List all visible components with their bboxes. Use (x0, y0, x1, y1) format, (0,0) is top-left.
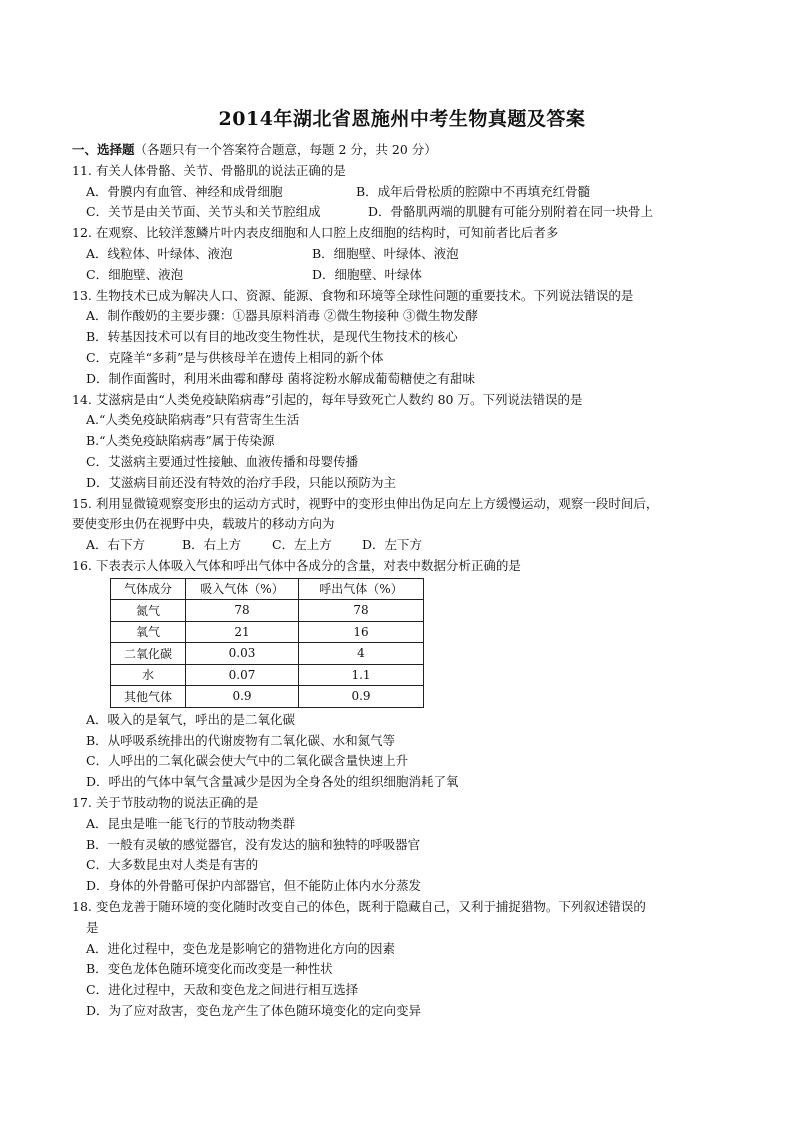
question-stem: 16. 下表表示人体吸入气体和呼出气体中各成分的含量，对表中数据分析正确的是 (72, 557, 521, 573)
section-note: （各题只有一个答案符合题意，每题 2 分，共 20 分） (134, 142, 437, 157)
question-12 (72, 223, 732, 285)
table-row (111, 664, 424, 686)
question-stem: 15. 利用显微镜观察变形虫的运动方式时，视野中的变形虫伸出伪足向左上方缓慢运动，观察一段时间后， (72, 495, 659, 511)
option-d: D．制作面酱时，利用米曲霉和酵母 菌将淀粉水解成葡萄糖使之有甜味 (86, 370, 475, 386)
option-a: A．进化过程中，变色龙是影响它的猎物进化方向的因素 (86, 940, 396, 956)
option-a: A．昆虫是唯一能飞行的节肢动物类群 (86, 815, 296, 831)
option-d: D．骨骼肌两端的肌腱有可能分别附着在同一块骨上 (368, 204, 654, 220)
option-d: D．身体的外骨骼可保护内部器官，但不能防止体内水分蒸发 (86, 878, 422, 894)
question-14 (72, 390, 732, 494)
exam-page (72, 104, 732, 1022)
option-d: D．细胞壁、叶绿体 (312, 266, 423, 282)
table-header-row (111, 578, 424, 600)
table-cell: 21 (186, 621, 299, 643)
table-header: 吸入气体（%） (186, 578, 299, 600)
option-b: B.“人类免疫缺陷病毒”属于传染源 (86, 433, 275, 449)
option-c: C．艾滋病主要通过性接触、血液传播和母婴传播 (86, 453, 359, 469)
section-header (72, 140, 732, 161)
option-c: C．细胞壁、液泡 (86, 266, 184, 282)
table-row (111, 643, 424, 665)
table-row (111, 686, 424, 708)
question-stem: 14. 艾滋病是由“人类免疫缺陷病毒”引起的，每年导致死亡人数约 80 万。下列说法错误的是 (72, 391, 583, 407)
option-d: D．为了应对敌害，变色龙产生了体色随环境变化的定向变异 (86, 1002, 422, 1018)
option-b: B．成年后骨松质的腔隙中不再填充红骨髓 (356, 183, 591, 199)
question-11 (72, 161, 732, 223)
option-c: C．克隆羊“多莉”是与供核母羊在遗传上相同的新个体 (86, 349, 384, 365)
table-header: 呼出气体（%） (299, 578, 424, 600)
table-cell: 4 (299, 643, 424, 665)
table-row (111, 600, 424, 622)
option-row (72, 535, 732, 556)
option-d: D．呼出的气体中氧气含量减少是因为全身各处的组织细胞消耗了氧 (86, 774, 459, 790)
table-row (111, 621, 424, 643)
option-d: D．左下方 (362, 537, 423, 553)
question-stem: 18. 变色龙善于随环境的变化随时改变自己的体色，既利于隐藏自己，又利于捕捉猎物。下列叙述错误的 (72, 898, 646, 914)
table-cell: 0.03 (186, 643, 299, 665)
question-13 (72, 286, 732, 390)
question-stem: 17. 关于节肢动物的说法正确的是 (72, 794, 259, 810)
table-cell: 78 (299, 600, 424, 622)
gas-table (110, 578, 424, 708)
question-17 (72, 793, 732, 897)
option-a: A．右下方 (86, 537, 146, 553)
option-a: A.“人类免疫缺陷病毒”只有营寄生生活 (86, 412, 300, 428)
question-stem-cont: 要使变形虫仍在视野中央，载玻片的移动方向为 (72, 516, 335, 532)
table-cell: 0.07 (186, 664, 299, 686)
section-label: 一、选择题 (72, 142, 135, 157)
table-cell: 氮气 (111, 600, 186, 622)
option-a: A．吸入的是氧气，呼出的是二氧化碳 (86, 711, 296, 727)
option-b: B．一般有灵敏的感觉器官，没有发达的脑和独特的呼吸器官 (86, 836, 421, 852)
option-row (72, 182, 732, 203)
option-a: A．线粒体、叶绿体、液泡 (86, 245, 233, 261)
question-15 (72, 494, 732, 556)
table-cell: 水 (111, 664, 186, 686)
option-c: C．进化过程中，天敌和变色龙之间进行相互选择 (86, 982, 359, 998)
page-title: 2014年湖北省恩施州中考生物真题及答案 (218, 108, 586, 130)
table-cell: 0.9 (186, 686, 299, 708)
question-stem: 12. 在观察、比较洋葱鳞片叶内表皮细胞和人口腔上皮细胞的结构时，可知前者比后者多 (72, 225, 559, 241)
table-cell: 78 (186, 600, 299, 622)
question-stem-cont: 是 (86, 919, 99, 935)
option-c: C．左上方 (272, 537, 332, 553)
option-c: C．大多数昆虫对人类是有害的 (86, 857, 259, 873)
option-row (72, 202, 732, 223)
table-cell: 16 (299, 621, 424, 643)
option-b: B．变色龙体色随环境变化而改变是一种性状 (86, 961, 333, 977)
option-row (72, 244, 732, 265)
question-18 (72, 897, 732, 1022)
table-cell: 二氧化碳 (111, 643, 186, 665)
option-a: A．骨膜内有血管、神经和成骨细胞 (86, 183, 283, 199)
question-stem: 11. 有关人体骨骼、关节、骨骼肌的说法正确的是 (72, 162, 346, 178)
option-a: A．制作酸奶的主要步骤：①器具原料消毒 ②微生物接种 ③微生物发酵 (86, 308, 478, 324)
option-b: B．细胞壁、叶绿体、液泡 (312, 245, 459, 261)
question-stem: 13. 生物技术已成为解决人口、资源、能源、食物和环境等全球性问题的重要技术。下列说法错误的是 (72, 287, 634, 303)
option-b: B．从呼吸系统排出的代谢废物有二氧化碳、水和氮气等 (86, 732, 396, 748)
table-cell: 氧气 (111, 621, 186, 643)
option-b: B．转基因技术可以有目的地改变生物性状，是现代生物技术的核心 (86, 329, 458, 345)
table-cell: 1.1 (299, 664, 424, 686)
question-16 (72, 556, 732, 793)
option-b: B．右上方 (182, 537, 242, 553)
option-row (72, 265, 732, 286)
option-c: C．人呼出的二氧化碳会使大气中的二氧化碳含量快速上升 (86, 753, 409, 769)
table-cell: 0.9 (299, 686, 424, 708)
option-c: C．关节是由关节面、关节头和关节腔组成 (86, 204, 321, 220)
table-header: 气体成分 (111, 578, 186, 600)
option-d: D．艾滋病目前还没有特效的治疗手段，只能以预防为主 (86, 474, 397, 490)
table-cell: 其他气体 (111, 686, 186, 708)
